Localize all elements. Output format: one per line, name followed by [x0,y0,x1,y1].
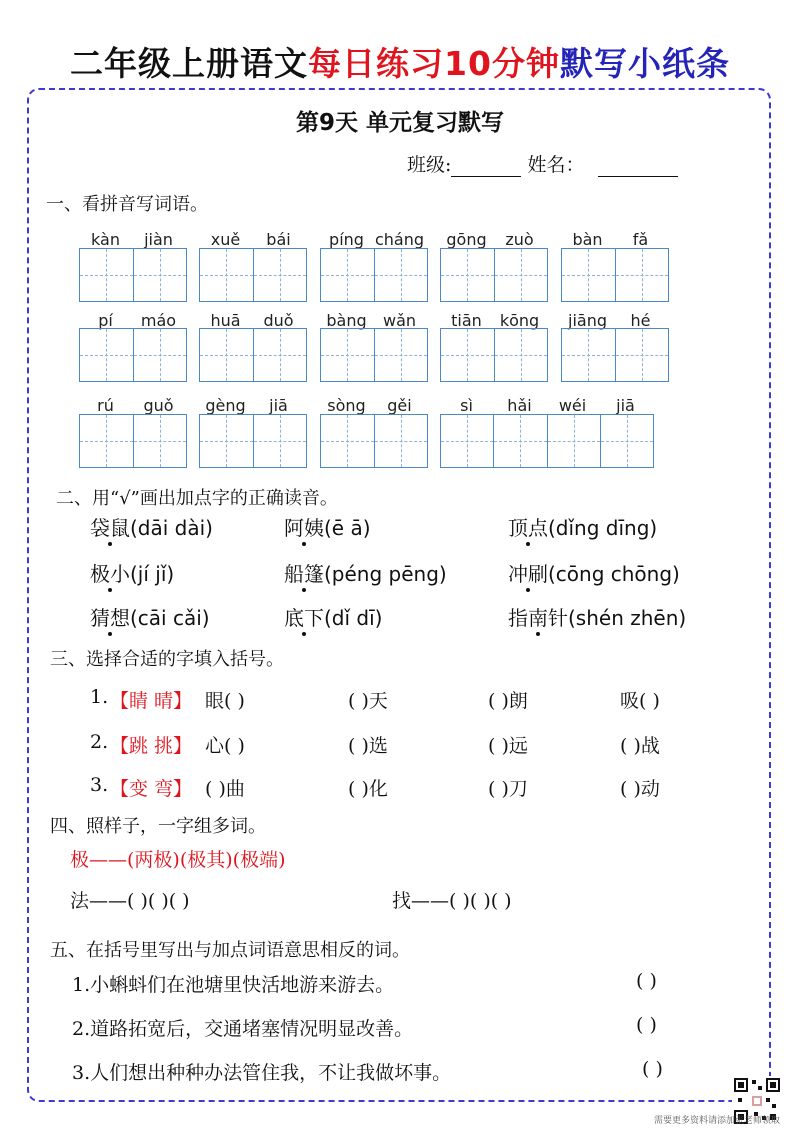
writing-box[interactable] [440,414,654,468]
dotted-word: 阿姨 [284,516,324,540]
pronunciation-item [284,512,371,541]
tian-cell[interactable] [441,329,495,381]
pinyin-label: xuě [210,230,241,249]
section4-task-fa[interactable]: 法——( )( )( ) [70,890,190,912]
tian-cell[interactable] [321,249,375,301]
char-choice: 【跳 挑】 [110,735,193,757]
question-number: 3. [90,774,109,796]
pinyin-label: bàn [572,230,603,249]
fill-blank[interactable]: 眼( ) [205,690,245,712]
pinyin-label: kōng [499,311,540,330]
footer-note: 需要更多资料请添加张老师领取 [653,1116,780,1126]
tian-cell[interactable] [441,415,494,467]
pinyin-label: hǎi [507,396,532,415]
answer-bracket[interactable]: ( ) [642,1058,663,1080]
sentence: 3.人们想出种种办法管住我，不让我做坏事。 [72,1062,452,1084]
pinyin-options[interactable]: (jí jǐ) [130,562,175,586]
question-number: 2. [90,731,109,753]
writing-box[interactable] [199,414,307,468]
section4-example: 极——(两极)(极其)(极端) [70,849,286,871]
tian-cell[interactable] [200,249,254,301]
tian-cell[interactable] [494,415,547,467]
pinyin-label: tiān [451,311,482,330]
fill-blank[interactable]: ( )天 [348,690,388,712]
pinyin-options[interactable]: (ē ā) [324,516,371,540]
pinyin-label: máo [140,311,177,330]
question-number: 1. [90,686,109,708]
pronunciation-item [90,602,210,631]
tian-cell[interactable] [200,415,254,467]
tian-cell[interactable] [80,415,134,467]
tian-cell[interactable] [601,415,653,467]
writing-box[interactable] [79,328,187,382]
tian-cell[interactable] [375,249,428,301]
tian-cell[interactable] [616,329,669,381]
pinyin-label: zuò [505,230,534,249]
section4-task-zhao[interactable]: 找——( )( )( ) [392,890,512,912]
tian-cell[interactable] [134,249,187,301]
tian-cell[interactable] [254,415,307,467]
writing-box[interactable] [320,414,428,468]
tian-cell[interactable] [441,249,495,301]
pinyin-options[interactable]: (dǐ dī) [324,606,383,630]
tian-cell[interactable] [321,329,375,381]
tian-cell[interactable] [562,249,616,301]
pinyin-label: sì [460,396,473,415]
pinyin-label: gěi [387,396,412,415]
name-label: 姓名： [527,154,585,176]
fill-blank[interactable]: ( )刀 [488,778,528,800]
fill-blank[interactable]: 吸( ) [620,690,660,712]
sentence: 2.道路拓宽后，交通堵塞情况明显改善。 [72,1018,414,1040]
pinyin-label: fǎ [632,230,649,249]
title-part-practice: 每日练习10分钟 [308,44,560,83]
fill-blank[interactable]: 心( ) [205,735,245,757]
tian-cell[interactable] [616,249,669,301]
section2-heading: 二、用“√”画出加点字的正确读音。 [56,488,338,509]
fill-blank[interactable]: ( )战 [620,735,660,757]
dotted-word: 袋鼠 [90,516,130,540]
sentence: 1.小蝌蚪们在池塘里快活地游来游去。 [72,974,395,996]
section5-heading: 五、在括号里写出与加点词语意思相反的词。 [50,940,410,961]
tian-cell[interactable] [254,249,307,301]
section3-heading: 三、选择合适的字填入括号。 [50,649,284,670]
pronunciation-item [284,558,447,587]
fill-blank[interactable]: ( )动 [620,778,660,800]
pinyin-label: wǎn [382,311,417,330]
pinyin-label: rú [97,396,114,415]
pinyin-label: wéi [558,396,587,415]
pronunciation-item [90,558,174,587]
class-name-line [407,150,678,177]
subtitle: 第9天 单元复习默写 [295,110,504,136]
name-blank[interactable] [598,176,678,177]
writing-box[interactable] [440,248,548,302]
pinyin-label: sòng [327,396,366,415]
section4-heading: 四、照样子，一字组多词。 [50,816,266,837]
pronunciation-item [284,602,382,631]
tian-cell[interactable] [134,329,187,381]
tian-cell[interactable] [321,415,375,467]
class-blank[interactable] [451,176,521,177]
pinyin-label: gèng [205,396,246,415]
pinyin-label: cháng [374,230,425,249]
pronunciation-item [508,512,657,541]
pinyin-label: huā [210,311,241,330]
answer-bracket[interactable]: ( ) [636,970,657,992]
class-label: 班级: [407,154,452,176]
pinyin-label: bàng [326,311,367,330]
writing-box[interactable] [320,248,428,302]
char-choice: 【变 弯】 [110,778,193,800]
tian-cell[interactable] [375,415,428,467]
writing-box[interactable] [561,248,669,302]
pinyin-options[interactable]: (cāi cǎi) [130,606,210,630]
writing-box[interactable] [320,328,428,382]
pinyin-label: hé [630,311,651,330]
section1-heading: 一、看拼音写词语。 [46,194,208,215]
writing-box[interactable] [440,328,548,382]
pronunciation-item [90,512,213,541]
dotted-word: 猜想 [90,606,130,630]
char-choice: 【睛 晴】 [110,690,193,712]
fill-blank[interactable]: ( )化 [348,778,388,800]
pinyin-options[interactable]: (péng pēng) [324,562,447,586]
pinyin-label: bái [266,230,291,249]
pinyin-label: jiā [269,396,288,415]
tian-cell[interactable] [254,329,307,381]
writing-box[interactable] [199,328,307,382]
dotted-word: 船篷 [284,562,324,586]
pinyin-label: pí [98,311,113,330]
tian-cell[interactable] [495,249,548,301]
tian-cell[interactable] [548,415,601,467]
fill-blank[interactable]: ( )朗 [488,690,528,712]
tian-cell[interactable] [80,249,134,301]
dotted-word: 冲刷 [508,562,548,586]
pinyin-label: guǒ [143,396,174,415]
pinyin-label: píng [329,230,364,249]
title-part-dictation: 默写小纸条 [559,44,730,83]
pinyin-options[interactable]: (shén zhēn) [568,606,687,630]
tian-cell[interactable] [134,415,187,467]
pinyin-options[interactable]: (cōng chōng) [548,562,680,586]
writing-box[interactable] [79,414,187,468]
tian-cell[interactable] [200,329,254,381]
pinyin-label: jiāng [568,311,607,330]
fill-blank[interactable]: ( )曲 [205,778,245,800]
writing-box[interactable] [79,248,187,302]
fill-blank[interactable]: ( )选 [348,735,388,757]
pinyin-label: gōng [446,230,487,249]
page-title [0,38,800,85]
answer-bracket[interactable]: ( ) [636,1014,657,1036]
pinyin-label: jiàn [144,230,173,249]
pinyin-label: jiā [616,396,635,415]
writing-box[interactable] [561,328,669,382]
tian-cell[interactable] [80,329,134,381]
title-part-grade: 二年级上册语文 [70,44,309,83]
tian-cell[interactable] [562,329,616,381]
dotted-word: 顶点 [508,516,548,540]
pronunciation-item [508,558,680,587]
tian-cell[interactable] [375,329,428,381]
pinyin-options[interactable]: (dǐng dīng) [548,516,658,540]
pinyin-options[interactable]: (dāi dài) [130,516,213,540]
pronunciation-item [508,602,686,631]
pinyin-label: kàn [91,230,120,249]
pinyin-label: duǒ [263,311,294,330]
writing-box[interactable] [199,248,307,302]
fill-blank[interactable]: ( )远 [488,735,528,757]
tian-cell[interactable] [495,329,548,381]
dotted-word: 指南针 [508,606,568,630]
dotted-word: 底下 [284,606,324,630]
dotted-word: 极小 [90,562,130,586]
